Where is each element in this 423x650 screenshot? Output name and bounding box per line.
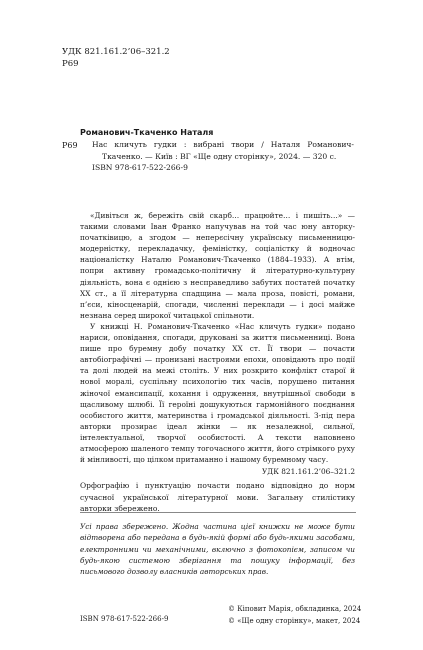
udk-header [62,46,170,70]
annotation-paragraph-1: «Дивіться ж, бережіть свій скарб… працюйте… і пишіть…» — такими словами Іван Франко напучував на той час юну авторку-початківицю, а згодом — неперєсічну українську письменницю-модерністку, перекладачку, феміністку, соціалістку й водночас націоналістку Наталю Романович-Ткаченко (1884–1933). А втім, попри активну громадсько-політичну й літературно-культурну діяльність, вона є однією з несправедливо забутих постатей початку XX ст., а її літературна спадщина — мала проза, повісті, романи, п’єси, кіносценарій, спогади, численні переклади — і досі майже незнана серед широкої читацької спільноти. [80,211,355,320]
copyright-block [228,603,361,627]
isbn-footer: ISBN 978-617-522-266-9 [80,615,169,623]
divider [80,512,356,513]
card-author: Романович-Ткаченко Наталя [80,128,214,137]
card-title-line: Нас кличуть гудки : вибрані твори / Наталя Романович-Ткаченко. — Київ : ВГ «Ще одну сторінку», 2024. — 320 с. [92,140,354,161]
copyright-cover: © Кіповит Марія, обкладинка, 2024 [228,605,362,613]
rights-notice: Усі права збережено. Жодна частина цієї книжки не може бути відтворена або передана в будь-якій формі або будь-якими засобами, електронними чи механічними, включно з фотокопієм, записом чи будь-якою системою зберігання та пошуку інформації, без письмового дозволу власників авторських прав. [80,522,355,577]
card-author-mark: Р69 [62,141,78,150]
card-isbn: ISBN 978-617-522-266-9 [92,163,188,173]
orthography-note: Орфографію і пунктуацію почасти подано відповідно до норм сучасної української літературної мови. Загальну стилістику авторки збережено. [80,481,355,513]
copyright-layout: © «Ще одну сторінку», макет, 2024 [228,617,361,625]
udk-code: УДК 821.161.2’06–321.2 [62,47,170,57]
annotation-paragraph-2: У книжці Н. Романович-Ткаченко «Нас кличуть гудки» подано нариси, оповідання, спогади, друковані за життя письменниці. Вона пише про буремну добу початку XX ст. Її твори — почасти автобіографічні — пронизані настроями епохи, оповідають про події та долі людей на межі століть. У них розкрито конфлікт старої й нової моралі, суспільну психологію тих часів, порушено питання жіночої емансипації, кохання і одруження, внутрішньої свободи в щасливому шлюбі. Її героїні дошукуються гармонійного поєднання особистого життя, материнства і громадської діяльності. З-під пера авторки прозирає ідеал жінки — як незалежної, сильної, інтелектуальної, творчої особистості. А тексти наповнено атмосферою шаленого темпу тогочасного життя, його стрімкого руху й мінливості, що цілком притаманно і нашому буремному часу. [80,321,355,465]
author-mark: Р69 [62,59,79,69]
annotation [80,210,355,477]
catalog-card [92,139,354,174]
annotation-udk: УДК 821.161.2’06–321.2 [261,467,355,477]
